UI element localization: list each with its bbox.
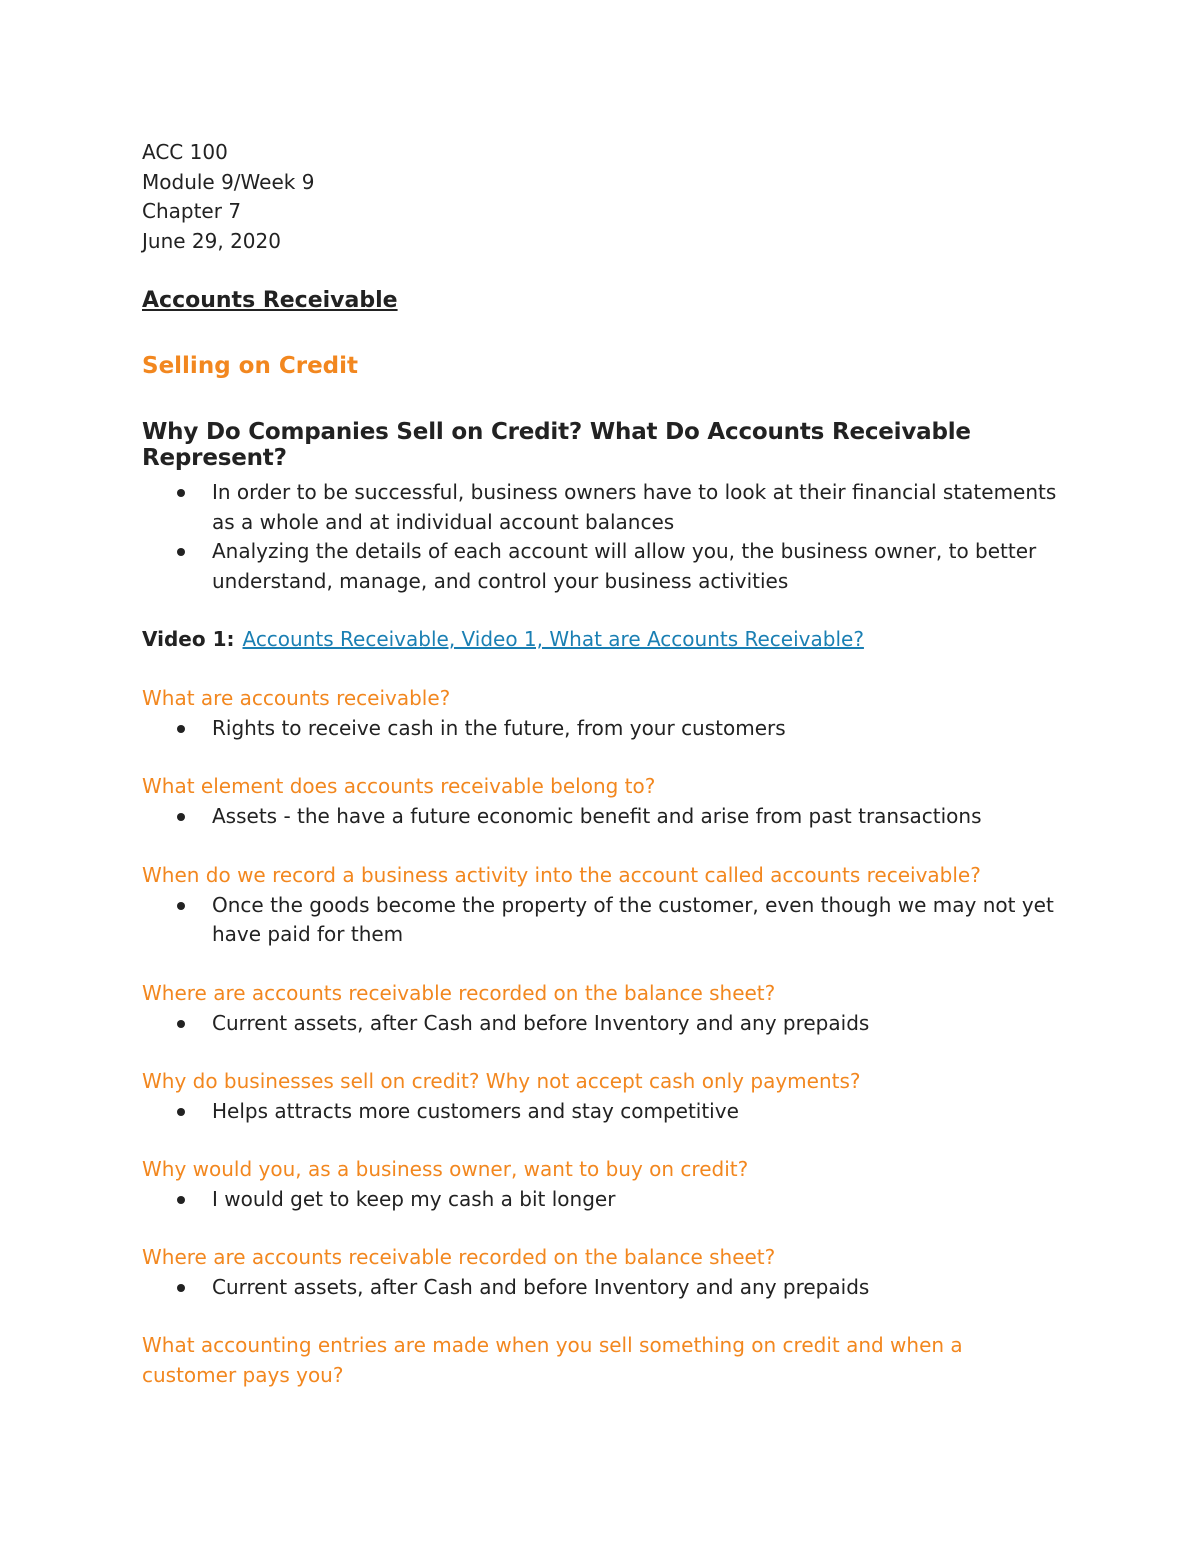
bullet-icon <box>177 725 185 733</box>
question-text: Where are accounts receivable recorded on the balance sheet? <box>142 1245 776 1269</box>
list-item <box>142 714 1062 744</box>
question-text: Why would you, as a business owner, want to buy on credit? <box>142 1157 749 1181</box>
list-item <box>142 537 1062 596</box>
list-item <box>142 802 1062 832</box>
date-line: June 29, 2020 <box>142 228 281 253</box>
bullet-icon <box>177 813 185 821</box>
intro-bullets <box>142 478 1062 596</box>
answer-text: Current assets, after Cash and before Inventory and any prepaids <box>212 1274 870 1299</box>
document-page <box>142 138 1062 1387</box>
document-title: Accounts Receivable <box>142 288 398 313</box>
section-heading: Selling on Credit <box>142 353 359 379</box>
qa-block <box>142 1331 1062 1390</box>
list-item <box>142 1273 1062 1303</box>
module-line: Module 9/Week 9 <box>142 169 315 194</box>
list-item <box>142 1185 1062 1215</box>
list-item <box>142 1009 1062 1039</box>
question-text: Why do businesses sell on credit? Why not accept cash only payments? <box>142 1069 861 1093</box>
sub-heading: Why Do Companies Sell on Credit? What Do Accounts Receivable Represent? <box>142 419 971 471</box>
list-item-text: Analyzing the details of each account will allow you, the business owner, to better understand, manage, and control your business activities <box>212 539 1037 593</box>
answer-text: Rights to receive cash in the future, from your customers <box>212 715 786 740</box>
qa-block <box>142 1155 1062 1214</box>
question-text: What element does accounts receivable belong to? <box>142 774 656 798</box>
qa-block <box>142 684 1062 743</box>
answer-text: Helps attracts more customers and stay competitive <box>212 1098 739 1123</box>
list-item-text: In order to be successful, business owners have to look at their financial statements as a whole and at individual account balances <box>212 480 1057 534</box>
bullet-icon <box>177 1020 185 1028</box>
answer-text: Once the goods become the property of the customer, even though we may not yet have paid for them <box>212 892 1054 946</box>
question-text: Where are accounts receivable recorded on the balance sheet? <box>142 981 776 1005</box>
list-item <box>142 1097 1062 1127</box>
list-item <box>142 478 1062 537</box>
bullet-icon <box>177 1196 185 1204</box>
answer-text: Current assets, after Cash and before Inventory and any prepaids <box>212 1010 870 1035</box>
answer-text: I would get to keep my cash a bit longer <box>212 1186 616 1211</box>
qa-block <box>142 861 1062 950</box>
bullet-icon <box>177 1108 185 1116</box>
qa-block <box>142 1067 1062 1126</box>
bullet-icon <box>177 1284 185 1292</box>
video-reference <box>142 625 1062 655</box>
answer-text: Assets - the have a future economic benefit and arise from past transactions <box>212 803 982 828</box>
qa-block <box>142 1243 1062 1302</box>
course-code: ACC 100 <box>142 140 228 164</box>
video-label: Video 1: <box>142 627 235 651</box>
question-text: What are accounts receivable? <box>142 686 451 710</box>
bullet-icon <box>177 902 185 910</box>
bullet-icon <box>177 548 185 556</box>
question-text: What accounting entries are made when you sell something on credit and when a customer pays you? <box>142 1333 963 1387</box>
video-link[interactable]: Accounts Receivable, Video 1, What are Accounts Receivable? <box>242 627 864 651</box>
list-item <box>142 891 1062 950</box>
chapter-line: Chapter 7 <box>142 199 242 223</box>
qa-block <box>142 979 1062 1038</box>
bullet-icon <box>177 489 185 497</box>
qa-block <box>142 772 1062 831</box>
question-text: When do we record a business activity into the account called accounts receivable? <box>142 863 981 887</box>
